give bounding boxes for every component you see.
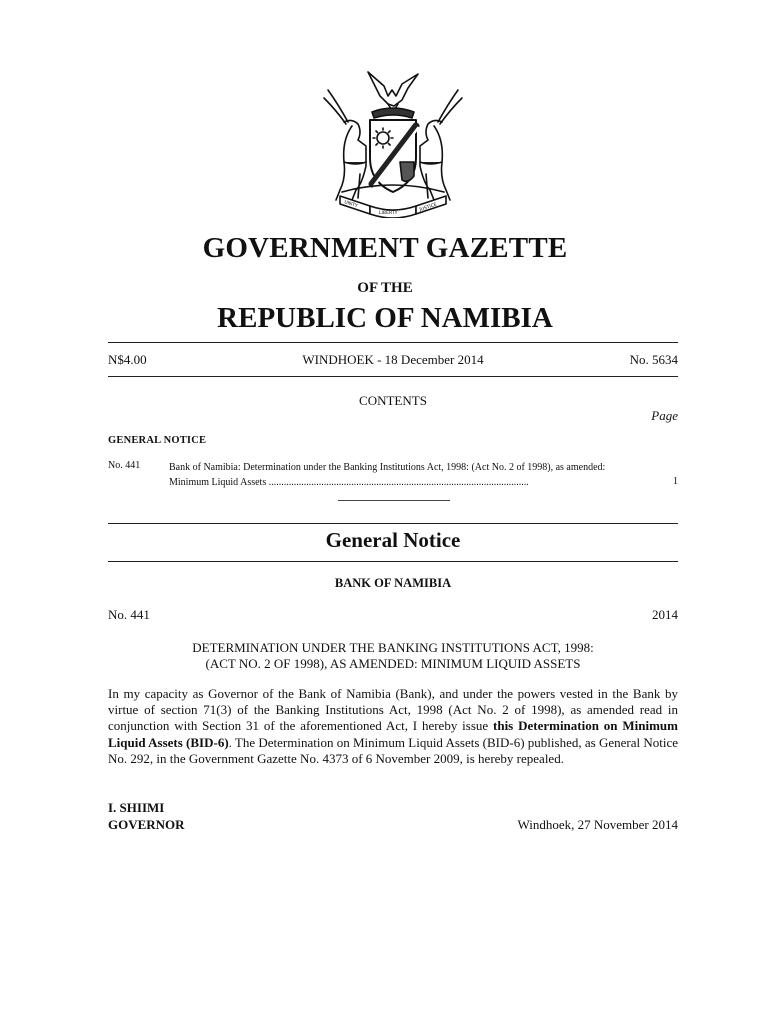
contents-section-heading: GENERAL NOTICE <box>108 435 207 446</box>
motto-liberty: LIBERTY <box>379 211 398 216</box>
gazette-of-the: OF THE <box>357 280 413 296</box>
page-column-label: Page <box>651 408 678 423</box>
body-text-bold: this Determination on Minimum Liquid Assets (BID-6) <box>108 718 678 750</box>
signatory-title: GOVERNOR <box>108 817 185 832</box>
masthead-top-rule <box>108 342 678 343</box>
notice-body <box>108 686 678 767</box>
gazette-title: GOVERNMENT GAZETTE <box>202 232 568 264</box>
price: N$4.00 <box>108 352 147 367</box>
coat-of-arms-icon <box>322 66 464 218</box>
toc-item-number: No. 441 <box>108 460 141 471</box>
signed-place-date: Windhoek, 27 November 2014 <box>517 817 678 832</box>
determination-line-2: (ACT NO. 2 OF 1998), AS AMENDED: MINIMUM LIQUID ASSETS <box>205 656 581 671</box>
body-text-2: . The Determination on Minimum Liquid Assets (BID-6) published, as General Notice No. 292, in the Government Gazette No. 4373 of 6 November 2009, is hereby repealed. <box>108 734 678 766</box>
place-date: WINDHOEK - 18 December 2014 <box>302 352 484 367</box>
issue-number: No. 5634 <box>629 352 678 367</box>
notice-year: 2014 <box>652 607 678 622</box>
motto-justice: JUSTICE <box>419 202 438 213</box>
notice-number: No. 441 <box>108 607 150 622</box>
motto-unity: UNITY <box>343 200 359 210</box>
toc-item-text: Bank of Namibia: Determination under the Banking Institutions Act, 1998: (Act No. 2 of 1998), as amended: Minimum Liquid Assets ........................................................................................................ <box>169 462 606 488</box>
notice-bottom-rule <box>108 561 678 562</box>
contents-end-rule <box>338 500 450 501</box>
gazette-republic: REPUBLIC OF NAMIBIA <box>217 302 553 334</box>
notice-top-rule <box>108 523 678 524</box>
toc-item-page: 1 <box>673 476 678 487</box>
determination-heading <box>0 640 770 672</box>
issuer-heading: BANK OF NAMIBIA <box>334 576 452 590</box>
contents-heading: CONTENTS <box>359 393 427 408</box>
general-notice-title: General Notice <box>325 528 461 552</box>
body-text-1: In my capacity as Governor of the Bank of Namibia (Bank), and under the powers vested in the Bank by virtue of section 71(3) of the Banking Institutions Act, 1998 (Act No. 2 of 1998), as amended read in conjunction with Section 31 of the aforementioned Act, I hereby issue <box>108 686 678 734</box>
signatory-name: I. SHIIMI <box>108 800 165 815</box>
masthead-bottom-rule <box>108 376 678 377</box>
determination-line-1: DETERMINATION UNDER THE BANKING INSTITUTIONS ACT, 1998: <box>192 640 594 655</box>
